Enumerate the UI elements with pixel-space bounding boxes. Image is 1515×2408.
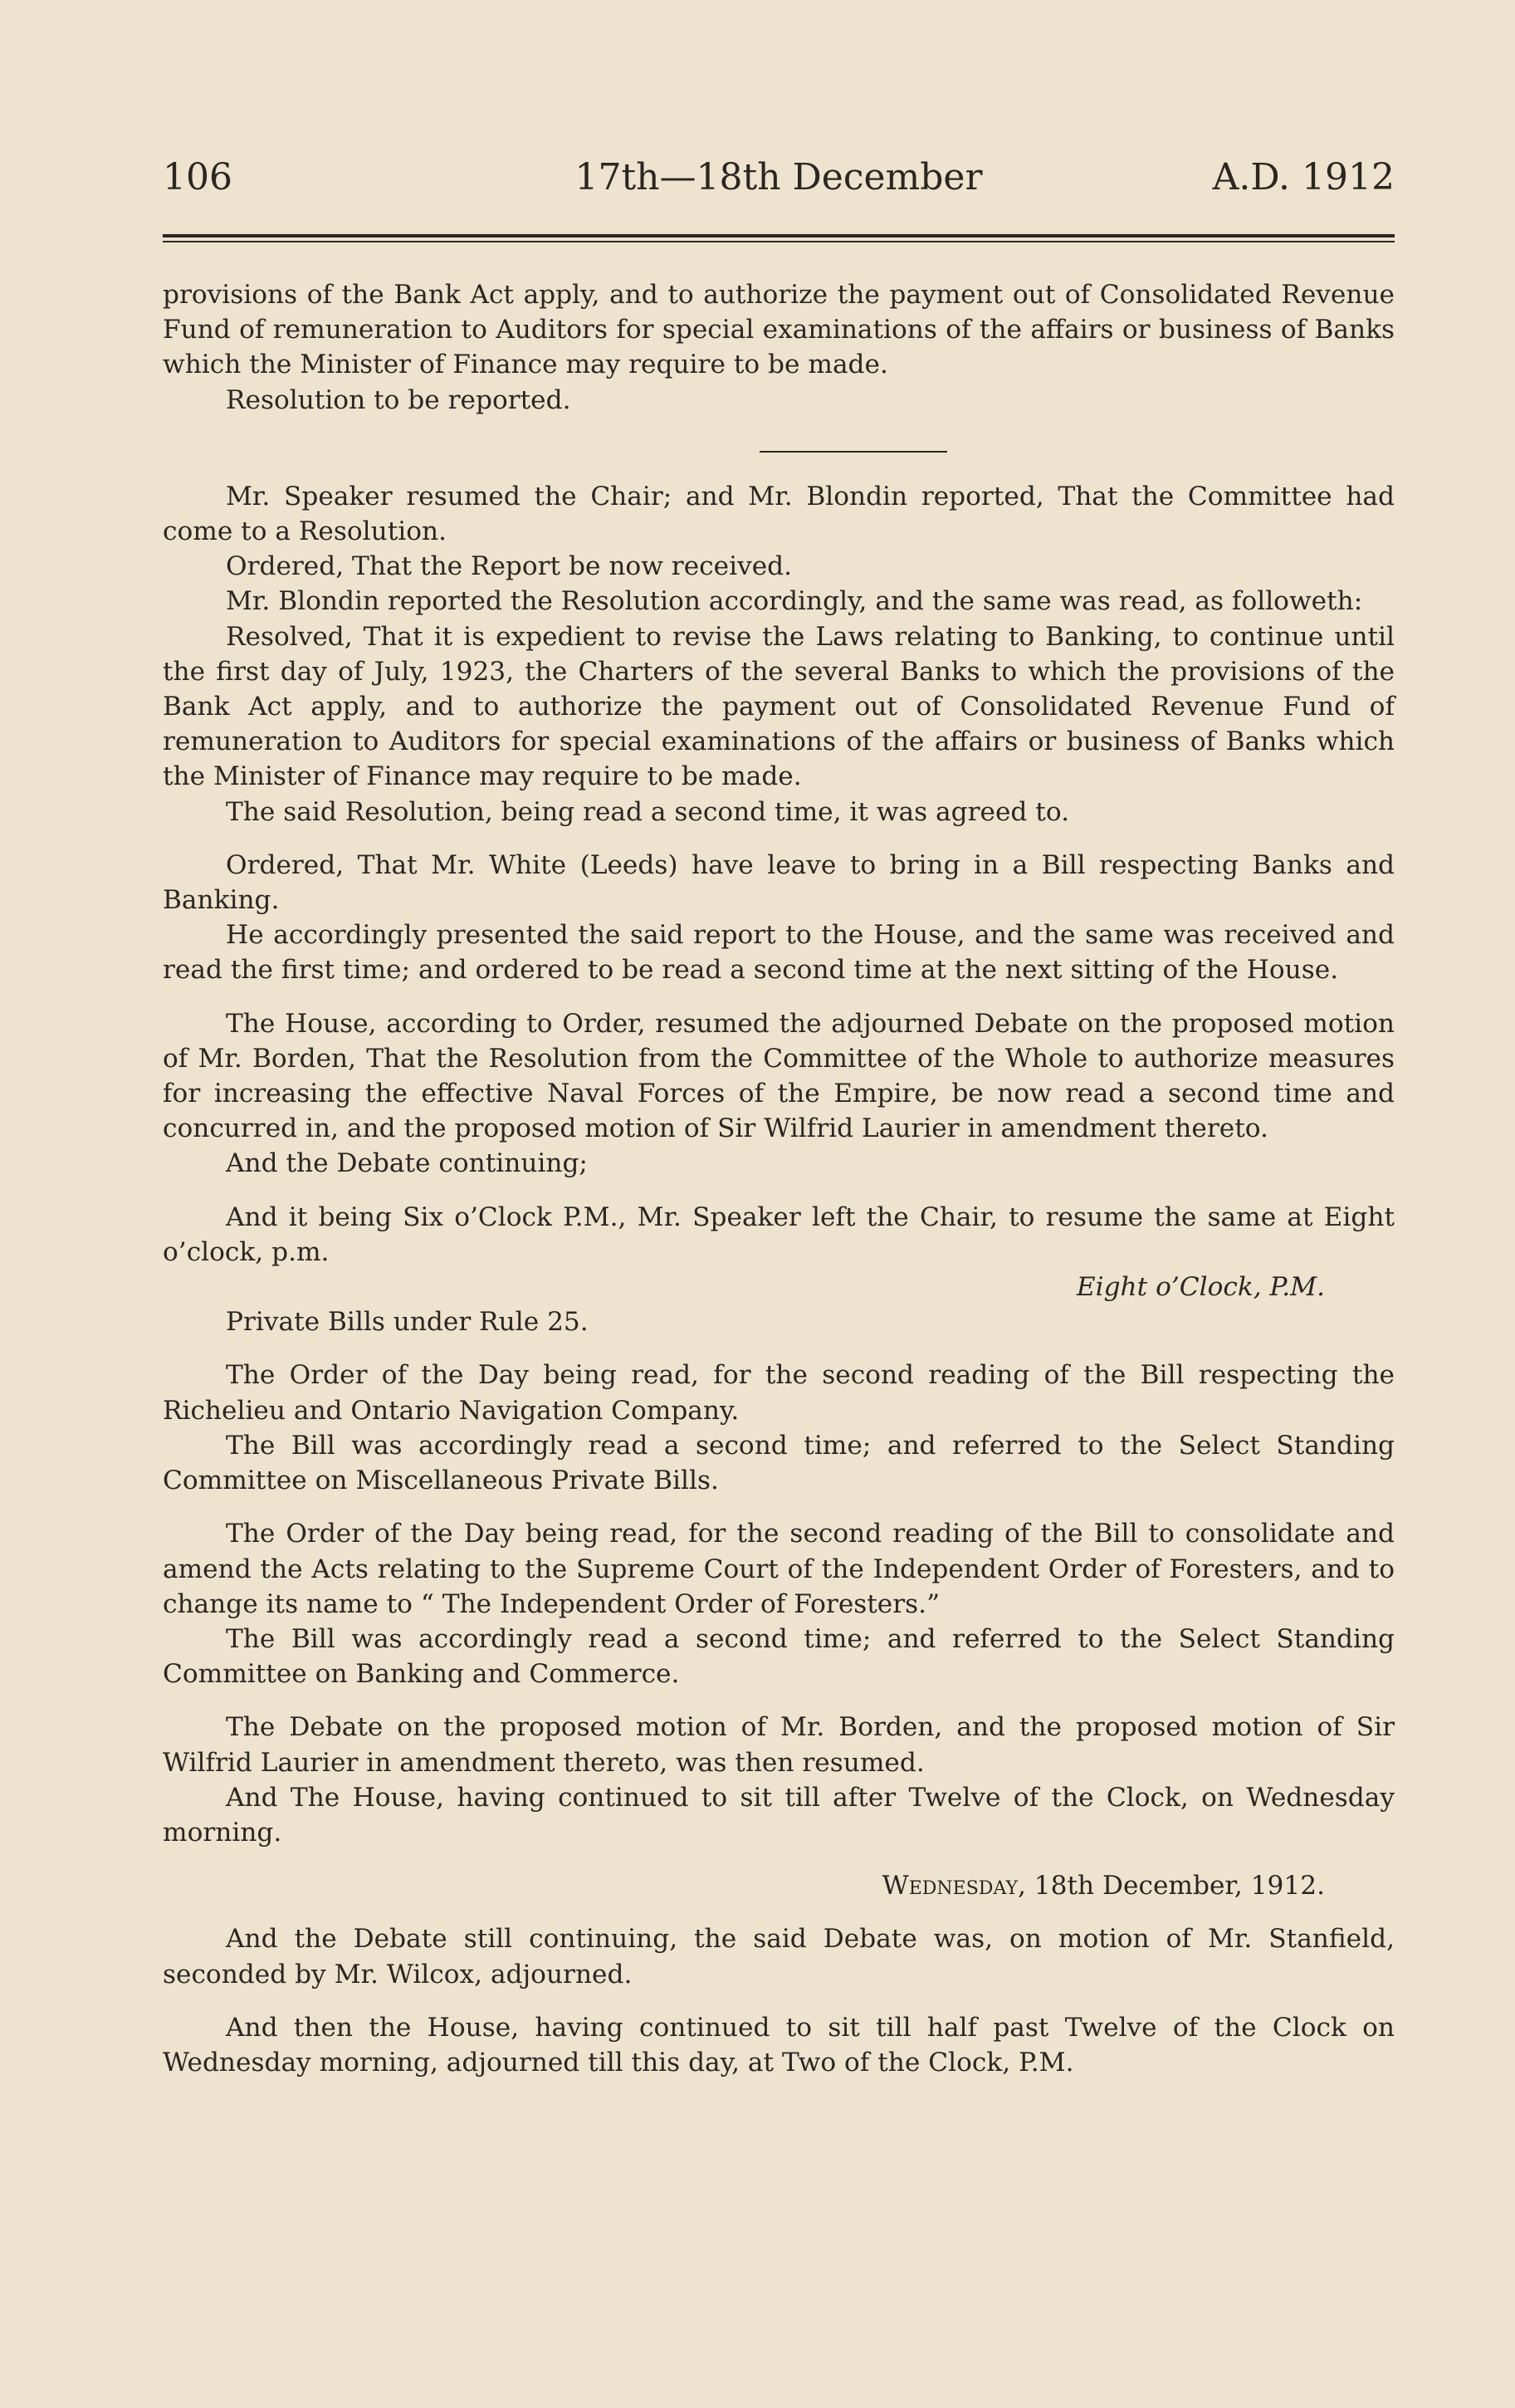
paragraph: Ordered, That the Report be now received. [226, 551, 793, 582]
paragraph: Resolved, That it is expedient to revise the Laws relating to Banking, to continue until the first day of July, 1923, the Charters of the several Banks to which the provisions of the Bank Act apply, and to authorize the payment out of Consolidated Revenue Fund of remuneration to Auditors for special examinations of the affairs or business of Banks which the Minister of Finance may require to be made. [163, 621, 1395, 792]
paragraph: The House, according to Order, resumed the adjourned Debate on the proposed motion of Mr. Borden, That the Resolution from the Committee of the Whole to authorize measures for increasing the effective Naval Forces of the Empire, be now read a second time and concurred in, and the proposed motion of Sir Wilfrid Laurier in amendment thereto. [163, 1008, 1395, 1144]
paragraph: Ordered, That Mr. White (Leeds) have leave to bring in a Bill respecting Banks and Banking. [163, 849, 1395, 916]
section-heading: Private Bills under Rule 25. [226, 1307, 589, 1338]
paragraph: The Bill was accordingly read a second time; and referred to the Select Standing Committee on Banking and Commerce. [163, 1623, 1395, 1690]
journal-body [163, 277, 1395, 2080]
paragraph: And the Debate still continuing, the said Debate was, on motion of Mr. Stanfield, seconded by Mr. Wilcox, adjourned. [163, 1924, 1395, 1990]
journal-page [163, 0, 1395, 2408]
weekday: Wednesday, [882, 1871, 1026, 1901]
paragraph: provisions of the Bank Act apply, and to authorize the payment out of Consolidated Revenue Fund of remuneration to Auditors for special examinations of the affairs or business of Banks which the Minister of Finance may require to be made. [163, 280, 1395, 380]
paragraph: The Bill was accordingly read a second time; and referred to the Select Standing Committee on Miscellaneous Private Bills. [163, 1430, 1395, 1496]
header-dates: 17th—18th December [574, 156, 983, 198]
date-text: 18th December, 1912. [1025, 1871, 1325, 1901]
paragraph: He accordingly presented the said report to the House, and the same was received and read the first time; and ordered to be read a second time at the next sitting of the House. [163, 920, 1395, 986]
paragraph: The Debate on the proposed motion of Mr. Borden, and the proposed motion of Sir Wilfrid Laurier in amendment thereto, was then resumed. [163, 1712, 1395, 1778]
paragraph: The said Resolution, being read a second time, it was agreed to. [226, 796, 1069, 827]
paragraph: The Order of the Day being read, for the second reading of the Bill respecting the Richelieu and Ontario Navigation Company. [163, 1360, 1395, 1426]
paragraph: Resolution to be reported. [226, 384, 571, 415]
time-heading: Eight o’Clock, P.M. [1076, 1272, 1325, 1303]
header-year: A.D. 1912 [1212, 156, 1395, 198]
paragraph: And The House, having continued to sit till after Twelve of the Clock, on Wednesday morning. [163, 1782, 1395, 1848]
date-heading [163, 1868, 1395, 1903]
paragraph: And it being Six o’Clock P.M., Mr. Speaker left the Chair, to resume the same at Eight o’clock, p.m. [163, 1202, 1395, 1267]
header-double-rule [163, 234, 1395, 242]
paragraph: The Order of the Day being read, for the second reading of the Bill to consolidate and amend the Acts relating to the Supreme Court of the Independent Order of Foresters, and to change its name to “ The Independent Order of Foresters.” [163, 1519, 1395, 1619]
running-header [163, 151, 1395, 204]
section-divider [760, 451, 947, 453]
paragraph: And then the House, having continued to sit till half past Twelve of the Clock on Wednesday morning, adjourned till this day, at Two of the Clock, P.M. [163, 2012, 1395, 2078]
paragraph: Mr. Speaker resumed the Chair; and Mr. Blondin reported, That the Committee had come to a Resolution. [163, 481, 1395, 547]
paragraph: And the Debate continuing; [226, 1148, 588, 1179]
paragraph: Mr. Blondin reported the Resolution accordingly, and the same was read, as followeth: [226, 586, 1363, 617]
page-number: 106 [163, 156, 232, 198]
